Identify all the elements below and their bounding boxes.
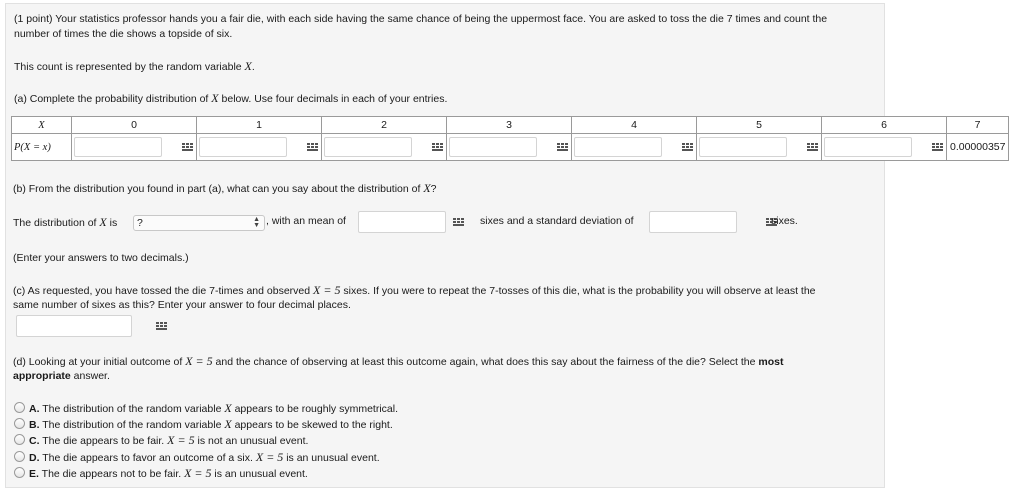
table-header-row <box>12 117 1009 134</box>
prob-input-5[interactable] <box>699 137 787 157</box>
option-d-radio[interactable] <box>14 451 25 462</box>
prob-cell-0 <box>72 134 197 161</box>
intro-line-2: number of times the die shows a topside of six. <box>14 28 233 40</box>
part-c-line-2: same number of sixes as this? Enter your answer to four decimal places. <box>13 299 351 311</box>
option-c-label[interactable]: C. The die appears to be fair. X = 5 is not an unusual event. <box>29 433 309 447</box>
option-e-label[interactable]: E. The die appears not to be fair. X = 5 is an unusual event. <box>29 466 308 480</box>
part-b-question: (b) From the distribution you found in part (a), what can you say about the distribution of X? <box>13 181 437 195</box>
prob-cell-6 <box>822 134 947 161</box>
keypad-icon[interactable] <box>932 143 944 152</box>
option-e-radio[interactable] <box>14 467 25 478</box>
prob-input-6[interactable] <box>824 137 912 157</box>
prob-cell-2 <box>322 134 447 161</box>
x-value-1: 1 <box>197 117 322 134</box>
option-b-label[interactable]: B. The distribution of the random variable X appears to be skewed to the right. <box>29 417 393 431</box>
keypad-icon[interactable] <box>307 143 319 152</box>
keypad-icon[interactable] <box>156 322 168 331</box>
mean-label: , with an mean of <box>266 215 346 227</box>
part-a-question: (a) Complete the probability distribution of X below. Use four decimals in each of your entries. <box>14 91 448 105</box>
keypad-icon[interactable] <box>807 143 819 152</box>
prob-value-7: 0.00000357 <box>947 134 1009 161</box>
sixes-label: sixes. <box>771 215 798 227</box>
x-value-7: 7 <box>947 117 1009 134</box>
part-d-line-2: appropriate answer. <box>13 370 110 382</box>
x-value-2: 2 <box>322 117 447 134</box>
keypad-icon[interactable] <box>557 143 569 152</box>
option-a-radio[interactable] <box>14 402 25 413</box>
mean-input[interactable] <box>358 211 446 233</box>
intro-line-1: (1 point) Your statistics professor hands you a fair die, with each side having the same chance of being the uppermost face. You are asked to toss the die 7 times and count the <box>14 13 828 25</box>
prob-input-2[interactable] <box>324 137 412 157</box>
distribution-label: The distribution of X is <box>13 215 118 229</box>
prob-input-3[interactable] <box>449 137 537 157</box>
distribution-select[interactable]: ? ▲ ▼ <box>133 215 265 231</box>
prob-input-1[interactable] <box>199 137 287 157</box>
x-value-3: 3 <box>447 117 572 134</box>
probability-label: P(X = x) <box>12 134 72 161</box>
option-c-radio[interactable] <box>14 434 25 445</box>
x-value-5: 5 <box>697 117 822 134</box>
part-c-line-1: (c) As requested, you have tossed the die 7-times and observed X = 5 sixes. If you were to repeat the 7-tosses of this die, what is the probability you will observe at least the <box>13 283 816 297</box>
x-value-0: 0 <box>72 117 197 134</box>
x-value-4: 4 <box>572 117 697 134</box>
keypad-icon[interactable] <box>432 143 444 152</box>
random-variable-line: This count is represented by the random variable X. <box>14 59 255 73</box>
table-probability-row <box>12 134 1009 161</box>
points-label: (1 point) <box>14 13 53 25</box>
distribution-table <box>11 116 1009 161</box>
two-decimals-note: (Enter your answers to two decimals.) <box>13 252 189 264</box>
select-arrows-icon: ▲ ▼ <box>253 216 260 229</box>
option-b-radio[interactable] <box>14 418 25 429</box>
keypad-icon[interactable] <box>682 143 694 152</box>
keypad-icon[interactable] <box>453 218 465 227</box>
sd-input[interactable] <box>649 211 737 233</box>
x-value-6: 6 <box>822 117 947 134</box>
prob-cell-1 <box>197 134 322 161</box>
prob-cell-5 <box>697 134 822 161</box>
prob-cell-4 <box>572 134 697 161</box>
sd-label: sixes and a standard deviation of <box>480 215 634 227</box>
prob-cell-3 <box>447 134 572 161</box>
part-d-line-1: (d) Looking at your initial outcome of X = 5 and the chance of observing at least this outcome again, what does this say about the fairness of the die? Select the most <box>13 354 784 368</box>
option-a-label[interactable]: A. The distribution of the random variable X appears to be roughly symmetrical. <box>29 401 398 415</box>
probability-input[interactable] <box>16 315 132 337</box>
option-d-label[interactable]: D. The die appears to favor an outcome of a six. X = 5 is an unusual event. <box>29 450 380 464</box>
prob-input-4[interactable] <box>574 137 662 157</box>
x-header: X <box>12 117 72 134</box>
prob-input-0[interactable] <box>74 137 162 157</box>
keypad-icon[interactable] <box>182 143 194 152</box>
